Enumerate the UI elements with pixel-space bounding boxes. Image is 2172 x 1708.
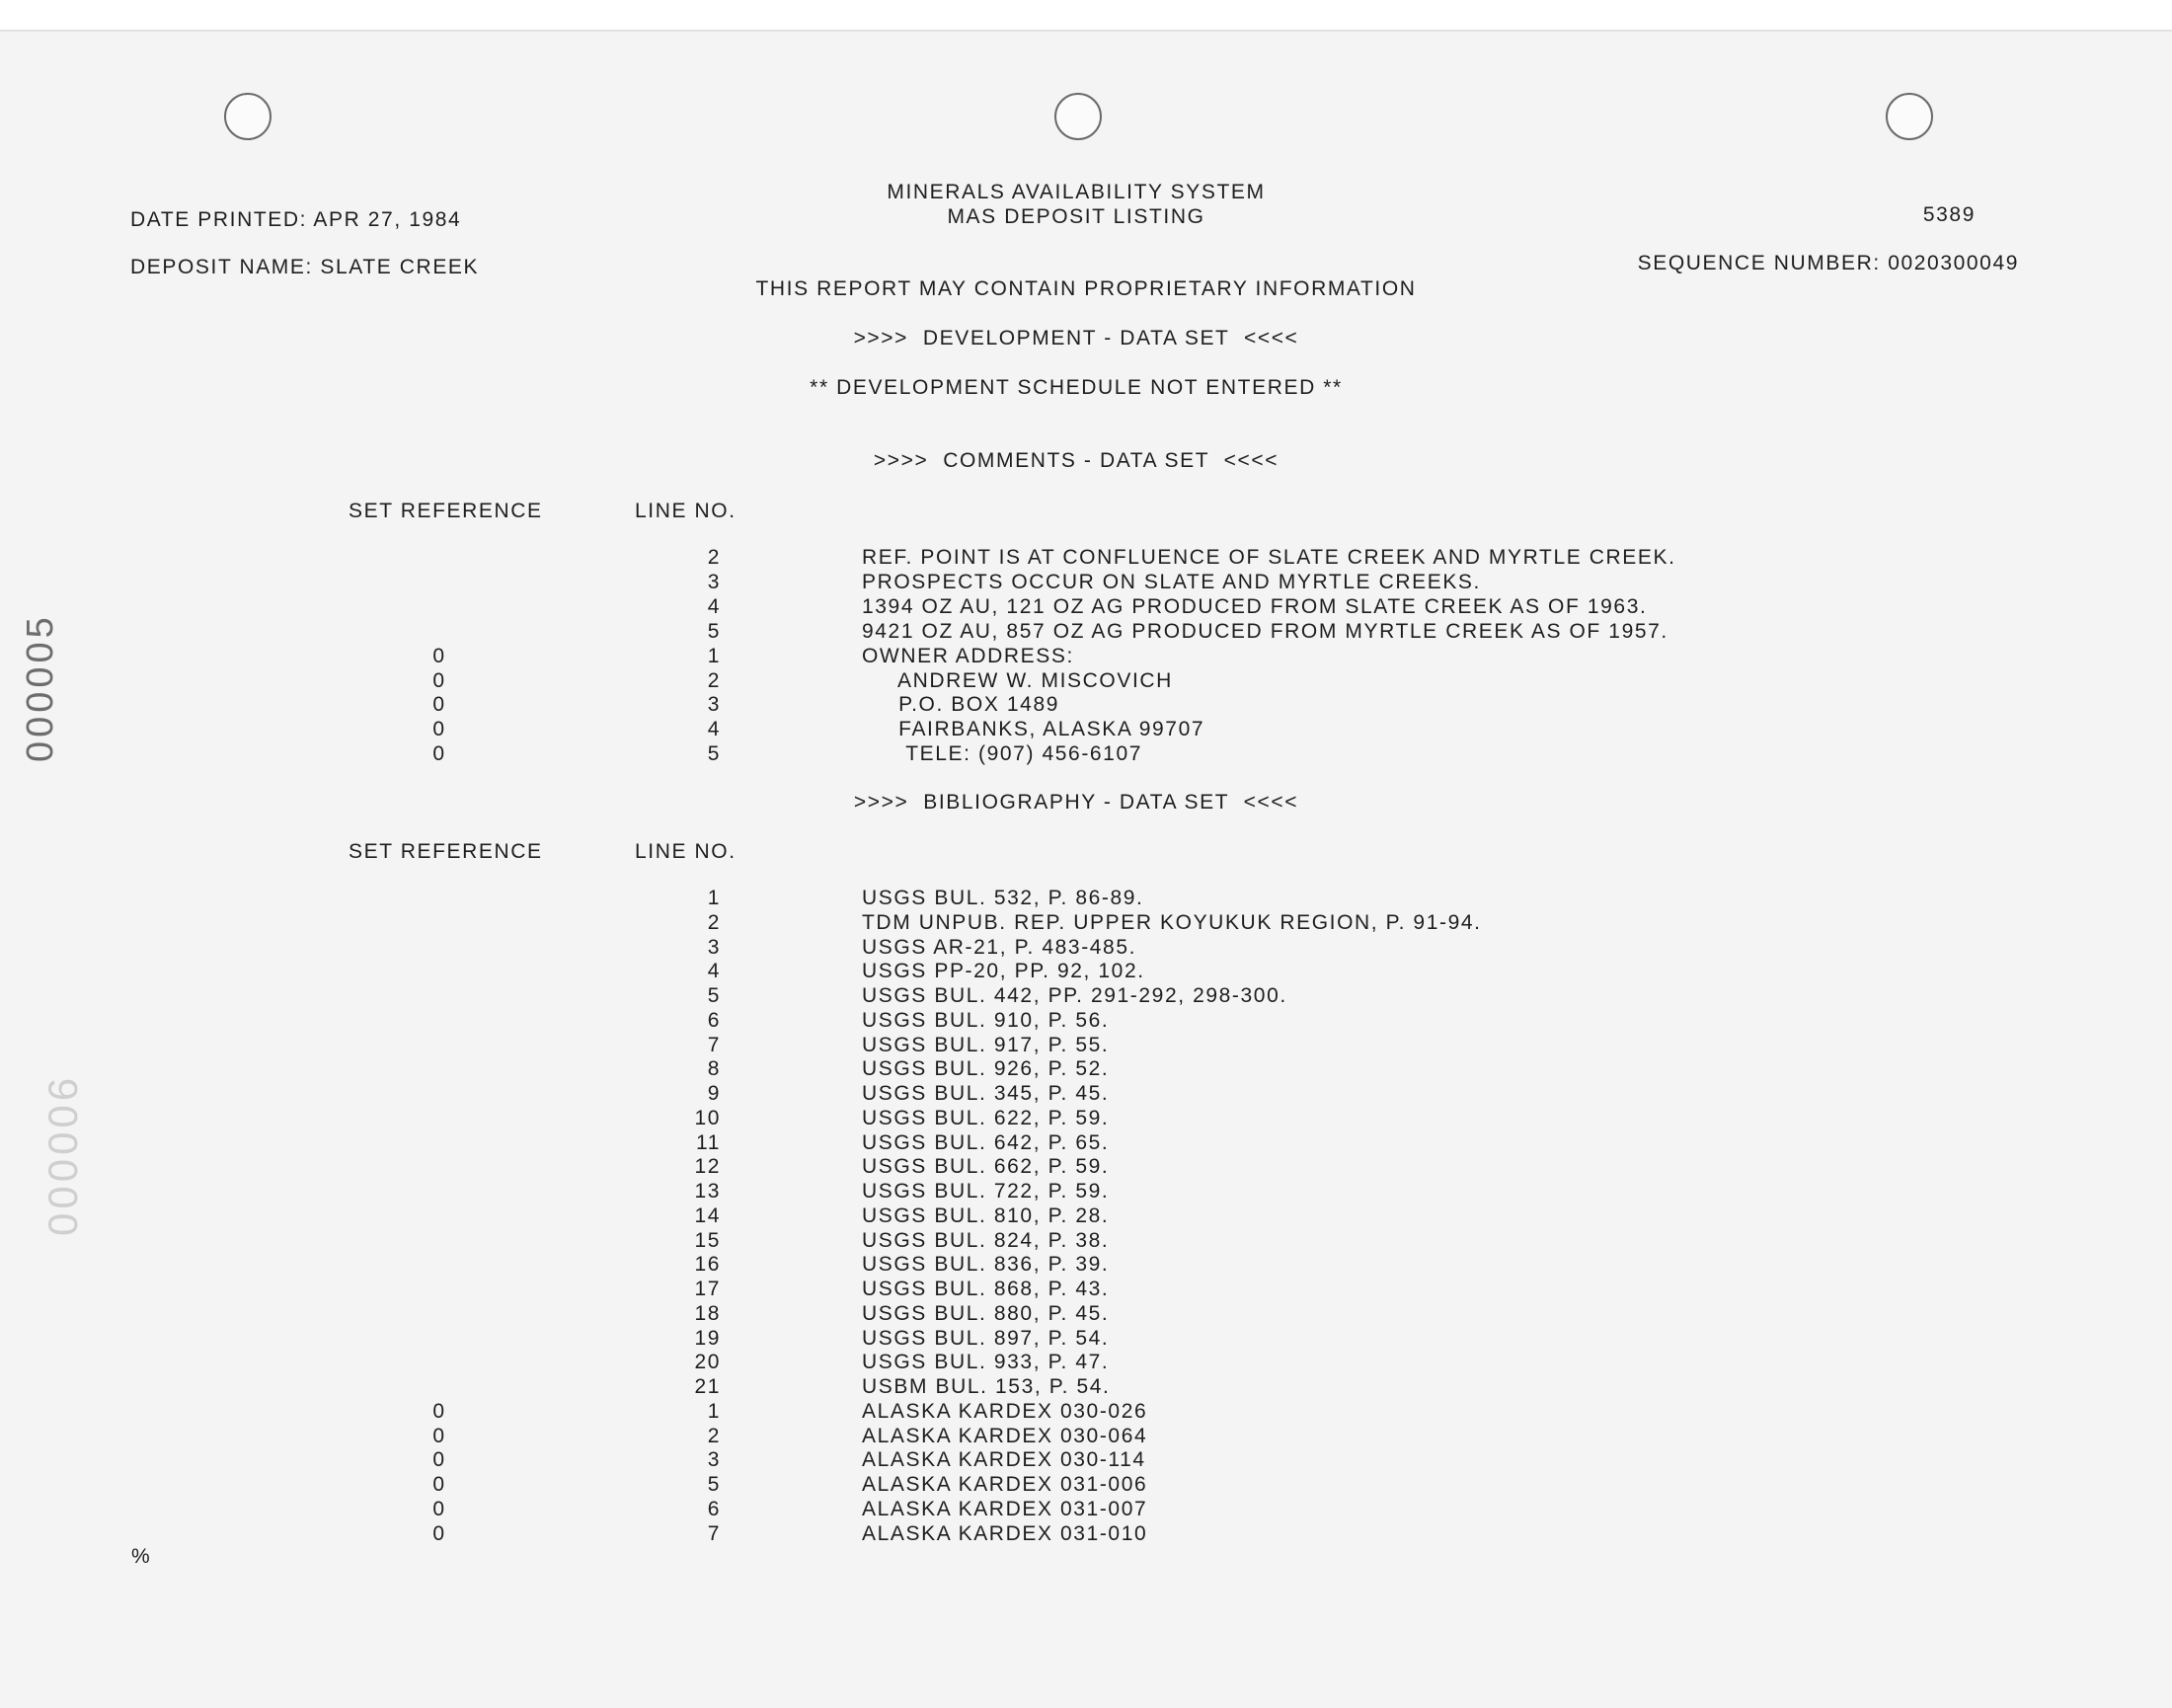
punch-hole-center <box>1054 93 1102 140</box>
bibliography-set-reference-cell: 0 <box>432 1497 446 1520</box>
bibliography-text-cell: USGS BUL. 662, P. 59. <box>862 1155 1110 1179</box>
bibliography-text-cell: USGS BUL. 926, P. 52. <box>862 1057 1110 1081</box>
comments-text-cell: REF. POINT IS AT CONFLUENCE OF SLATE CREEK AND MYRTLE CREEK. <box>862 546 1676 569</box>
comments-set-reference-cell: 0 <box>432 693 446 717</box>
proprietary-notice: THIS REPORT MAY CONTAIN PROPRIETARY INFORMATION <box>755 277 1417 300</box>
bibliography-line-number-cell: 4 <box>707 960 721 983</box>
bibliography-line-number-cell: 2 <box>707 1424 721 1447</box>
comments-line-number-cell: 5 <box>707 619 721 643</box>
comments-line-number-cell: 3 <box>707 693 721 717</box>
bibliography-text-cell: USGS BUL. 933, P. 47. <box>862 1351 1110 1374</box>
comments-heading: >>>> COMMENTS - DATA SET <<<< <box>873 449 1280 472</box>
punch-hole-right <box>1886 93 1933 140</box>
bibliography-text-cell: USGS BUL. 880, P. 45. <box>862 1301 1110 1325</box>
bibliography-text-cell: USGS BUL. 345, P. 45. <box>862 1082 1110 1105</box>
comments-col-set-reference: SET REFERENCE <box>349 500 543 522</box>
bibliography-line-number-cell: 18 <box>694 1301 721 1325</box>
bibliography-text-cell: ALASKA KARDEX 031-007 <box>862 1497 1148 1520</box>
footer-mark: % <box>131 1545 152 1568</box>
bibliography-set-reference-cell: 0 <box>432 1448 446 1472</box>
comments-text-cell: FAIRBANKS, ALASKA 99707 <box>862 718 1205 741</box>
deposit-name: DEPOSIT NAME: SLATE CREEK <box>130 256 480 278</box>
bibliography-line-number-cell: 20 <box>694 1351 721 1374</box>
bibliography-text-cell: USGS BUL. 442, PP. 291-292, 298-300. <box>862 984 1287 1007</box>
margin-stamp-number: 000005 <box>20 613 61 762</box>
bibliography-text-cell: USGS BUL. 622, P. 59. <box>862 1106 1110 1129</box>
bibliography-text-cell: USGS BUL. 722, P. 59. <box>862 1180 1110 1203</box>
bibliography-line-number-cell: 16 <box>694 1253 721 1277</box>
comments-text-cell: ANDREW W. MISCOVICH <box>862 668 1173 692</box>
comments-text-cell: 9421 OZ AU, 857 OZ AG PRODUCED FROM MYRTLE CREEK AS OF 1957. <box>862 619 1668 643</box>
punch-hole-left <box>224 93 272 140</box>
bibliography-line-number-cell: 14 <box>694 1203 721 1227</box>
bibliography-text-cell: USBM BUL. 153, P. 54. <box>862 1375 1111 1398</box>
bibliography-set-reference-cell: 0 <box>432 1473 446 1496</box>
bibliography-line-number-cell: 8 <box>707 1057 721 1081</box>
comments-text-cell: TELE: (907) 456-6107 <box>862 742 1143 766</box>
bibliography-line-number-cell: 2 <box>707 910 721 934</box>
bibliography-line-number-cell: 6 <box>707 1497 721 1520</box>
development-note: ** DEVELOPMENT SCHEDULE NOT ENTERED ** <box>810 376 1343 399</box>
bibliography-text-cell: USGS BUL. 642, P. 65. <box>862 1130 1110 1154</box>
bibliography-text-cell: USGS BUL. 897, P. 54. <box>862 1326 1110 1350</box>
bibliography-text-cell: ALASKA KARDEX 030-026 <box>862 1399 1148 1423</box>
comments-set-reference-cell: 0 <box>432 742 446 766</box>
bibliography-text-cell: ALASKA KARDEX 031-010 <box>862 1521 1148 1545</box>
bibliography-line-number-cell: 11 <box>696 1130 721 1154</box>
bibliography-line-number-cell: 17 <box>694 1278 721 1300</box>
bibliography-set-reference-cell: 0 <box>432 1424 446 1447</box>
comments-line-number-cell: 3 <box>707 570 721 593</box>
bibliography-line-number-cell: 5 <box>707 1473 721 1496</box>
comments-text-cell: P.O. BOX 1489 <box>862 693 1060 717</box>
comments-set-reference-cell: 0 <box>432 668 446 692</box>
bibliography-line-number-cell: 1 <box>707 887 721 909</box>
bibliography-line-number-cell: 7 <box>707 1033 721 1056</box>
bibliography-col-set-reference: SET REFERENCE <box>349 840 543 863</box>
bibliography-text-cell: ALASKA KARDEX 031-006 <box>862 1473 1148 1496</box>
bibliography-text-cell: TDM UNPUB. REP. UPPER KOYUKUK REGION, P. 91-94. <box>862 910 1482 934</box>
comments-set-reference-cell: 0 <box>432 644 446 667</box>
bibliography-line-number-cell: 7 <box>707 1521 721 1545</box>
comments-line-number-cell: 5 <box>707 742 721 766</box>
comments-line-number-cell: 2 <box>707 546 721 569</box>
comments-text-cell: OWNER ADDRESS: <box>862 644 1074 667</box>
bibliography-line-number-cell: 21 <box>694 1375 721 1398</box>
date-printed: DATE PRINTED: APR 27, 1984 <box>130 208 462 231</box>
bibliography-line-number-cell: 1 <box>707 1399 721 1423</box>
comments-col-line-no: LINE NO. <box>635 500 737 522</box>
bibliography-line-number-cell: 6 <box>707 1008 721 1032</box>
bibliography-text-cell: USGS BUL. 917, P. 55. <box>862 1033 1110 1056</box>
bibliography-line-number-cell: 9 <box>707 1082 721 1105</box>
bibliography-text-cell: USGS BUL. 810, P. 28. <box>862 1203 1110 1227</box>
sequence-number: SEQUENCE NUMBER: 0020300049 <box>1637 252 2019 274</box>
margin-stamp-bleedthrough: 000006 <box>39 1073 86 1236</box>
bibliography-line-number-cell: 12 <box>694 1155 721 1179</box>
comments-line-number-cell: 4 <box>707 594 721 618</box>
bibliography-text-cell: USGS BUL. 532, P. 86-89. <box>862 887 1144 909</box>
printout-page <box>0 30 2172 1708</box>
bibliography-set-reference-cell: 0 <box>432 1521 446 1545</box>
comments-line-number-cell: 1 <box>707 644 721 667</box>
bibliography-col-line-no: LINE NO. <box>635 840 737 863</box>
bibliography-line-number-cell: 13 <box>694 1180 721 1203</box>
bibliography-text-cell: ALASKA KARDEX 030-064 <box>862 1424 1148 1447</box>
comments-line-number-cell: 2 <box>707 668 721 692</box>
bibliography-text-cell: USGS BUL. 868, P. 43. <box>862 1278 1110 1300</box>
bibliography-text-cell: ALASKA KARDEX 030-114 <box>862 1448 1146 1472</box>
bibliography-line-number-cell: 3 <box>707 935 721 959</box>
comments-line-number-cell: 4 <box>707 718 721 741</box>
bibliography-heading: >>>> BIBLIOGRAPHY - DATA SET <<<< <box>853 791 1299 814</box>
system-title: MINERALS AVAILABILITY SYSTEM <box>887 181 1266 203</box>
bibliography-line-number-cell: 19 <box>694 1326 721 1350</box>
development-heading: >>>> DEVELOPMENT - DATA SET <<<< <box>853 327 1299 349</box>
bibliography-text-cell: USGS AR-21, P. 483-485. <box>862 935 1137 959</box>
bibliography-line-number-cell: 10 <box>694 1106 721 1129</box>
bibliography-text-cell: USGS BUL. 910, P. 56. <box>862 1008 1110 1032</box>
bibliography-line-number-cell: 3 <box>707 1448 721 1472</box>
listing-title: MAS DEPOSIT LISTING <box>947 205 1205 228</box>
comments-set-reference-cell: 0 <box>432 718 446 741</box>
comments-text-cell: PROSPECTS OCCUR ON SLATE AND MYRTLE CREEKS. <box>862 570 1481 593</box>
page-number: 5389 <box>1922 203 1976 226</box>
bibliography-text-cell: USGS BUL. 824, P. 38. <box>862 1228 1110 1252</box>
bibliography-text-cell: USGS PP-20, PP. 92, 102. <box>862 960 1145 983</box>
bibliography-text-cell: USGS BUL. 836, P. 39. <box>862 1253 1110 1277</box>
bibliography-line-number-cell: 5 <box>707 984 721 1007</box>
bibliography-line-number-cell: 15 <box>694 1228 721 1252</box>
bibliography-set-reference-cell: 0 <box>432 1399 446 1423</box>
comments-text-cell: 1394 OZ AU, 121 OZ AG PRODUCED FROM SLATE CREEK AS OF 1963. <box>862 594 1648 618</box>
